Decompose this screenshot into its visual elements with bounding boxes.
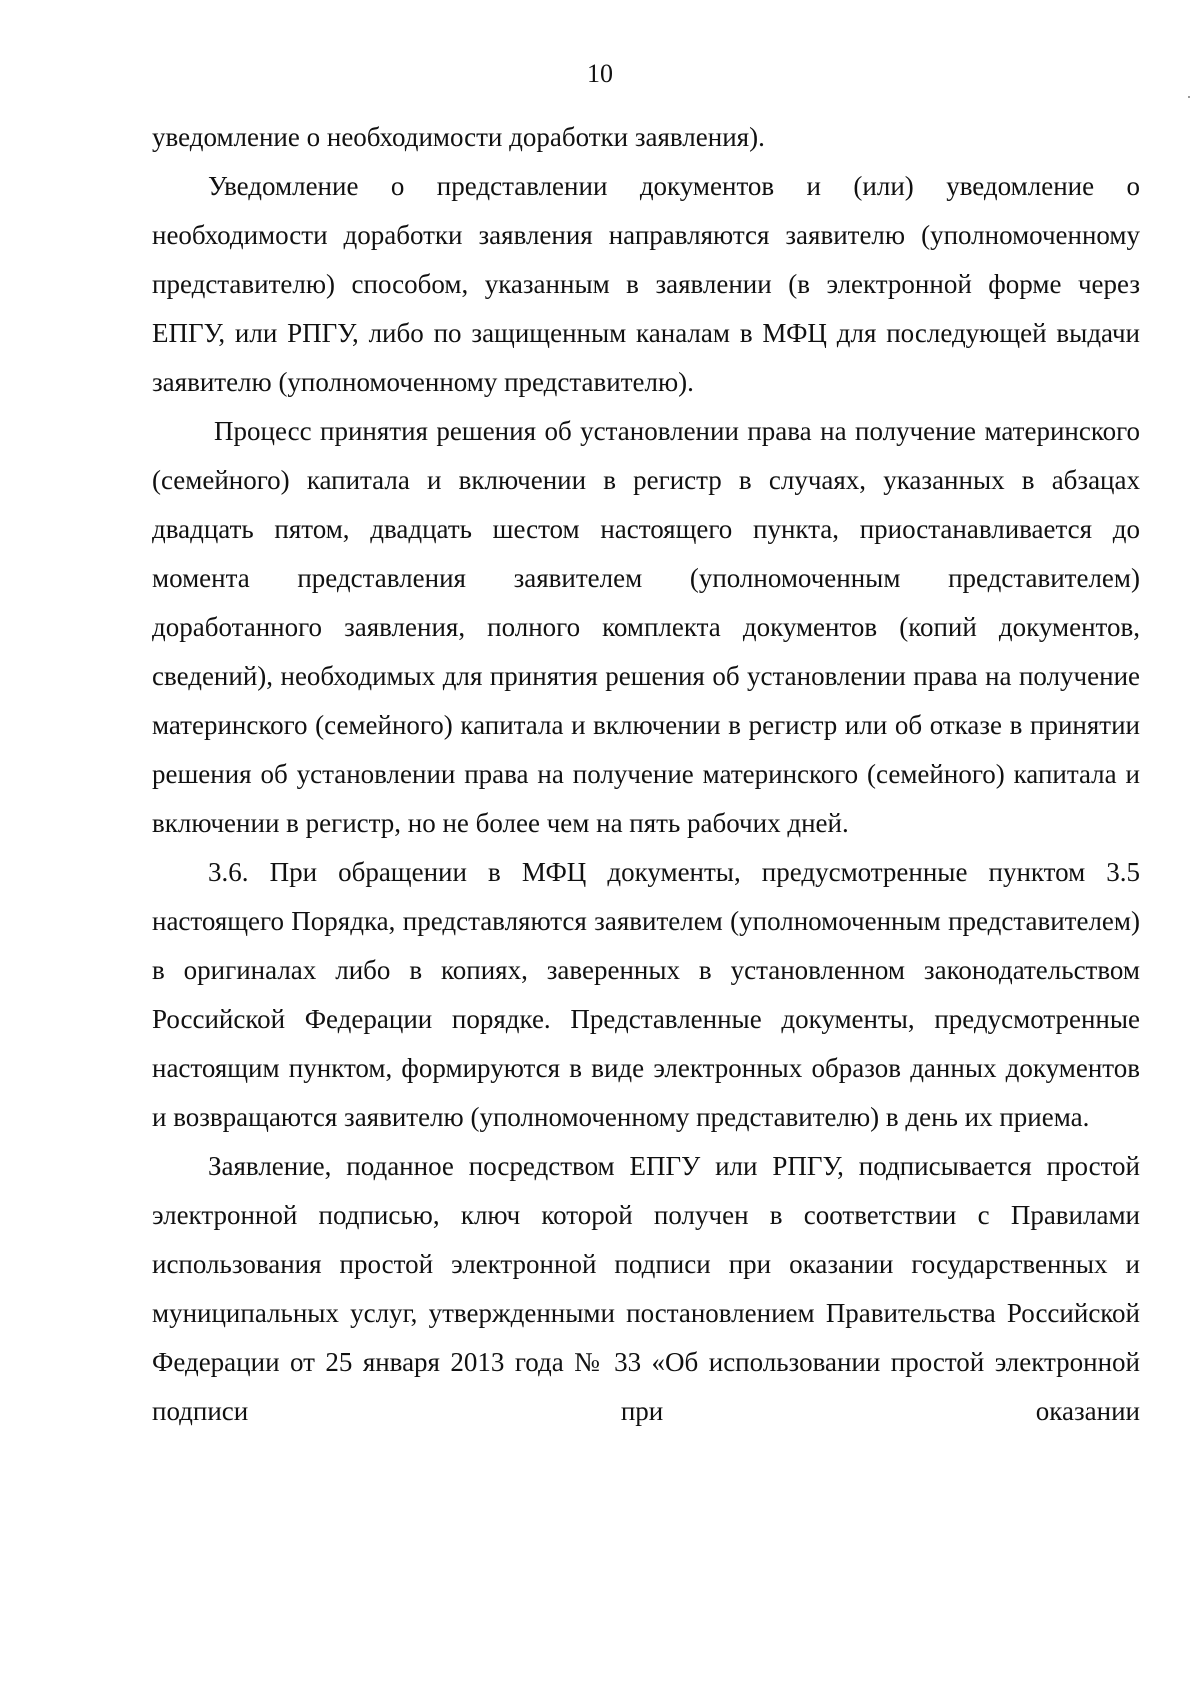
- paragraph-electronic-signature: Заявление, поданное посредством ЕПГУ или РПГУ, подписывается простой электронной подписью, ключ которой получен в соответствии с Правилами использования простой электронной подписи при оказании государственных и муниципальных услуг, утвержденными постановлением Правительства Российской Федерации от 25 января 2013 года № 33 «Об использовании простой электронной подписи при оказании: [152, 1151, 1140, 1426]
- page-number: 10: [587, 59, 613, 88]
- scan-margin-mark: [1188, 96, 1190, 98]
- paragraph-notification: Уведомление о представлении документов и (или) уведомление о необходимости доработки заявления направляются заявителю (уполномоченному представителю) способом, указанным в заявлении (в электронной форме через ЕПГУ, или РПГУ, либо по защищенным каналам в МФЦ для последующей выдачи заявителю (уполномоченному представителю).: [152, 171, 1140, 397]
- paragraph-clause-3-6: 3.6. При обращении в МФЦ документы, предусмотренные пунктом 3.5 настоящего Порядка, представляются заявителем (уполномоченным представителем) в оригиналах либо в копиях, заверенных в установленном законодательством Российской Федерации порядке. Представленные документы, предусмотренные настоящим пунктом, формируются в виде электронных образов данных документов и возвращаются заявителю (уполномоченному представителю) в день их приема.: [152, 857, 1140, 1132]
- document-body: [152, 113, 1140, 1436]
- paragraph-decision-process: Процесс принятия решения об установлении права на получение материнского (семейного) капитала и включении в регистр в случаях, указанных в абзацах двадцать пятом, двадцать шестом настоящего пункта, приостанавливается до момента представления заявителем (уполномоченным представителем) доработанного заявления, полного комплекта документов (копий документов, сведений), необходимых для принятия решения об установлении права на получение материнского (семейного) капитала и включении в регистр или об отказе в принятии решения об установлении права на получение материнского (семейного) капитала и включении в регистр, но не более чем на пять рабочих дней.: [152, 416, 1140, 838]
- paragraph-continuation: уведомление о необходимости доработки заявления).: [152, 122, 765, 152]
